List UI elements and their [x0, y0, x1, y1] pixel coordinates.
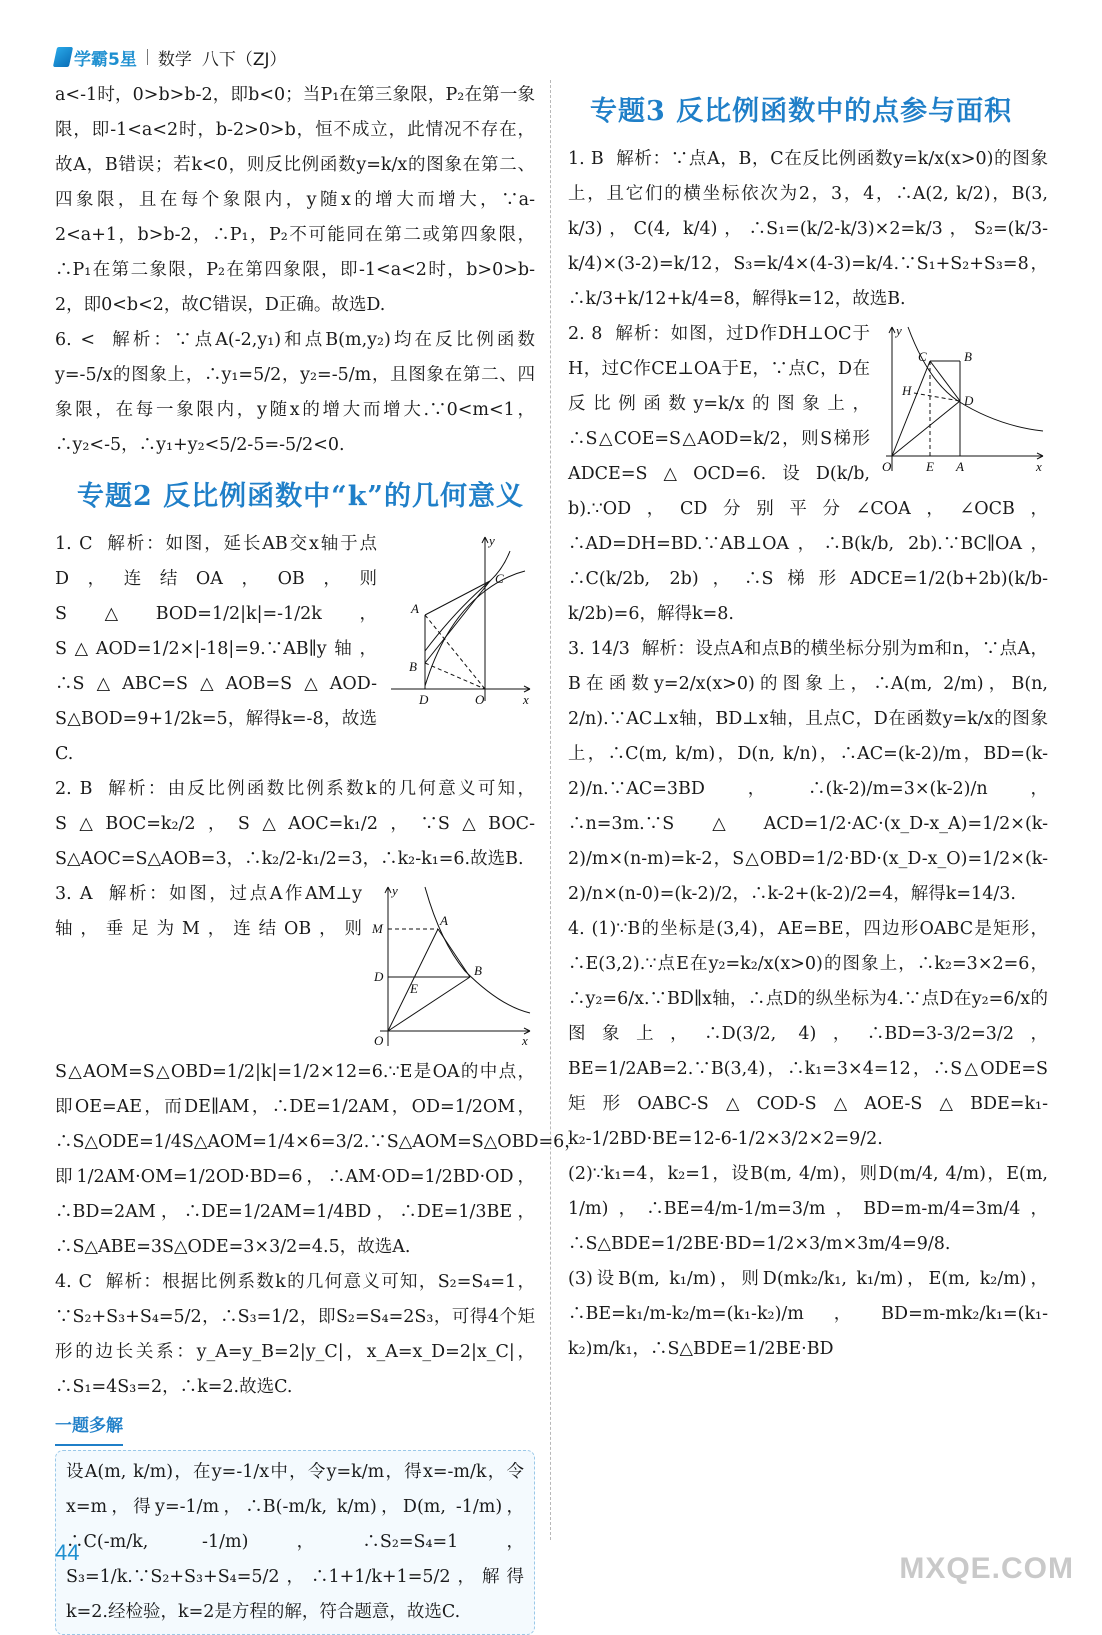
- figure-t2q1: [385, 531, 535, 706]
- fig2-label-o: O: [374, 1033, 384, 1048]
- topic3-question-2: 2. 8 解析：如图，过D作DH⊥OC于H，过C作CE⊥OA于E，∵点C，D在反比例函数y=k/x的图象上，∴S△COE=S△AOD=k/2，则S梯形ADCE=S△OCD=6.设D(k/b, b).∵OD，CD分别平分∠COA，∠OCB，∴AD=DH=BD.∵AB⊥OA，∴B(k/b, 2b).∵BC∥OA，∴C(k/2b, 2b)，∴S梯形ADCE=1/2(b+2b)(k/b-k/2b)=6，解得k=8.: [568, 324, 1048, 624]
- fig3-label-e: E: [926, 459, 934, 474]
- fig2-label-x: x: [522, 1033, 528, 1048]
- page-number: 44: [55, 1540, 80, 1565]
- alt-solution-tag: 一题多解: [55, 1409, 123, 1446]
- page-header: [55, 40, 287, 74]
- fig2-label-y: y: [392, 883, 398, 898]
- topic2-question-2: 2. B 解析：由反比例函数比例系数k的几何意义可知，S△BOC=k₂/2，S△AOC=k₁/2，∵S△BOC-S△AOC=S△AOB=3，∴k₂/2-k₁/2=3，∴k₂-k₁=6.故选B.: [55, 779, 535, 869]
- alt-solution-text: 设A(m, k/m)，在y=-1/x中，令y=k/m，得x=-m/k，令x=m，得y=-1/m，∴B(-m/k, k/m)，D(m, -1/m)，∴C(-m/k, -1/m)，∴S₂=S₄=1，S₃=1/k.∵S₂+S₃+S₄=5/2，∴1+1/k+1=5/2，解得k=2.经检验，k=2是方程的解，符合题意，故选C.: [66, 1462, 524, 1622]
- logo-icon: [53, 47, 73, 67]
- topic-2-heading: 专题2 反比例函数中“k”的几何意义: [77, 481, 524, 512]
- alt-solution-box: [55, 1450, 535, 1635]
- fig1-label-c: C: [495, 571, 504, 586]
- figure-t3q2: [878, 321, 1048, 481]
- fig3-label-d: D: [964, 393, 974, 408]
- figure-t2q3: [370, 881, 535, 1051]
- fig2-label-m: M: [372, 921, 383, 936]
- fig2-label-b: B: [474, 963, 482, 978]
- question-6: 6. < 解析：∵点A(-2,y₁)和点B(m,y₂)均在反比例函数y=-5/x的图象上，∴y₁=5/2，y₂=-5/m，且图象在第二、四象限，在每一象限内，y随x的增大而增大.∵0<m<1，∴y₂<-5，∴y₁+y₂<5/2-5=-5/2<0.: [55, 330, 535, 455]
- topic3-question-1: 1. B 解析：∵点A，B，C在反比例函数y=k/x(x>0)的图象上，且它们的横坐标依次为2，3，4，∴A(2, k/2)，B(3, k/3)，C(4, k/4)，∴S₁=(k/2-k/3)×2=k/3，S₂=(k/3-k/4)×(3-2)=k/12，S₃=k/4×(4-3)=k/4.∵S₁+S₂+S₃=8，∴k/3+k/12+k/4=8，解得k=12，故选B.: [568, 149, 1054, 309]
- fig1-label-a: A: [411, 601, 419, 616]
- fig3-label-a: A: [956, 459, 964, 474]
- topic3-question-3: 3. 14/3 解析：设点A和点B的横坐标分别为m和n，∵点A，B在函数y=2/x(x>0)的图象上，∴A(m, 2/m)，B(n, 2/n).∵AC⊥x轴，BD⊥x轴，且点C，D在函数y=k/x的图象上，∴C(m, k/m)，D(n, k/n)，∴AC=(k-2)/m，BD=(k-2)/n.∵AC=3BD，∴(k-2)/m=3×(k-2)/n，∴n=3m.∵S△ACD=1/2·AC·(x_D-x_A)=1/2×(k-2)/m×(n-m)=k-2，S△OBD=1/2·BD·(x_D-x_O)=1/2×(k-2)/n×(n-0)=(k-2)/2，∴k-2+(k-2)/2=4，解得k=14/3.: [568, 639, 1054, 904]
- header-divider: [147, 49, 148, 65]
- fig3-label-b: B: [964, 349, 972, 364]
- left-column: [55, 78, 582, 1635]
- header-grade: 八下（ZJ）: [201, 49, 287, 70]
- fig3-label-c: C: [918, 349, 927, 364]
- topic2-question-4: 4. C 解析：根据比例系数k的几何意义可知，S₂=S₄=1，∵S₂+S₃+S₄=5/2，∴S₃=1/2，即S₂=S₄=2S₃，可得4个矩形的边长关系：y_A=y_B=2|y_C|，x_A=x_D=2|x_C|，∴S₁=4S₃=2，∴k=2.故选C.: [55, 1272, 535, 1397]
- fig3-label-h: H: [902, 383, 912, 398]
- topic2-question-1: 1. C 解析：如图，延长AB交x轴于点D，连结OA，OB，则S△BOD=1/2|k|=-1/2k，S△AOD=1/2×|-18|=9.∵AB∥y轴，∴S△ABC=S△AOB=S△AOD-S△BOD=9+1/2k=5，解得k=-8，故选C.: [55, 534, 377, 764]
- topic-3-heading: 专题3 反比例函数中的点参与面积: [590, 96, 1013, 127]
- fig2-label-d: D: [374, 969, 384, 984]
- fig1-label-x: x: [523, 692, 529, 706]
- fig2-label-e: E: [410, 981, 418, 996]
- fig1-label-b: B: [409, 659, 417, 674]
- topic3-question-4-part-3: (3)设B(m, k₁/m)，则D(mk₂/k₁, k₁/m)，E(m, k₂/m)，∴BE=k₁/m-k₂/m=(k₁-k₂)/m，BD=m-mk₂/k₁=(k₁-k₂)m/k₁，∴S△BDE=1/2BE·BD: [568, 1269, 1048, 1359]
- watermark: MXQE.COM: [899, 1552, 1074, 1585]
- brand-logo: 学霸5星: [55, 45, 137, 70]
- topic3-question-4-part-1: 4. (1)∵B的坐标是(3,4)，AE=BE，四边形OABC是矩形，∴E(3,2).∵点E在y₂=k₂/x(x>0)的图象上，∴k₂=3×2=6，∴y₂=6/x.∵BD∥x轴，∴点D的纵坐标为4.∵点D在y₂=6/x的图象上，∴D(3/2, 4)，∴BD=3-3/2=3/2，BE=1/2AB=2.∵B(3,4)，∴k₁=3×4=12，∴S△ODE=S矩形OABC-S△COD-S△AOE-S△BDE=k₁-k₂-1/2BD·BE=12-6-1/2×3/2×2=9/2.: [568, 919, 1048, 1149]
- fig3-label-y: y: [896, 323, 902, 338]
- fig1-label-o: O: [475, 692, 485, 706]
- column-divider: [550, 80, 551, 1540]
- intro-paragraph: a<-1时，0>b>b-2，即b<0；当P₁在第三象限，P₂在第一象限，即-1<a<2时，b-2>0>b，恒不成立，此情况不存在，故A，B错误；若k<0，则反比例函数y=k/x的图象在第二、四象限，且在每个象限内，y随x的增大而增大，∵a-2<a+1，b>b-2，∴P₁，P₂不可能同在第二或第四象限，∴P₁在第二象限，P₂在第四象限，即-1<a<2时，b>0>b-2，即0<b<2，故C错误，D正确。故选D.: [55, 85, 535, 315]
- right-column: [568, 78, 1054, 1367]
- header-subject: 数学: [157, 49, 192, 70]
- fig3-label-o: O: [882, 459, 892, 474]
- fig3-label-x: x: [1036, 459, 1042, 474]
- fig1-label-d: D: [419, 692, 429, 706]
- fig2-label-a: A: [440, 913, 448, 928]
- topic3-question-4-part-2: (2)∵k₁=4，k₂=1，设B(m, 4/m)，则D(m/4, 4/m)，E(m, 1/m)，∴BE=4/m-1/m=3/m，BD=m-m/4=3m/4，∴S△BDE=1/2BE·BD=1/2×3/m×3m/4=9/8.: [568, 1164, 1054, 1254]
- topic2-question-3: 3. A 解析：如图，过点A作AM⊥y轴，垂足为M，连结OB，则S△AOM=S△OBD=1/2|k|=1/2×12=6.∵E是OA的中点，即OE=AE，而DE∥AM，∴DE=1/2AM，OD=1/2OM，∴S△ODE=1/4S△AOM=1/4×6=3/2.∵S△AOM=S△OBD=6，即1/2AM·OM=1/2OD·BD=6，∴AM·OD=1/2BD·OD，∴BD=2AM，∴DE=1/2AM=1/4BD，∴DE=1/3BE，∴S△ABE=3S△ODE=3×3/2=4.5，故选A.: [55, 884, 582, 1257]
- fig1-label-y: y: [489, 533, 495, 548]
